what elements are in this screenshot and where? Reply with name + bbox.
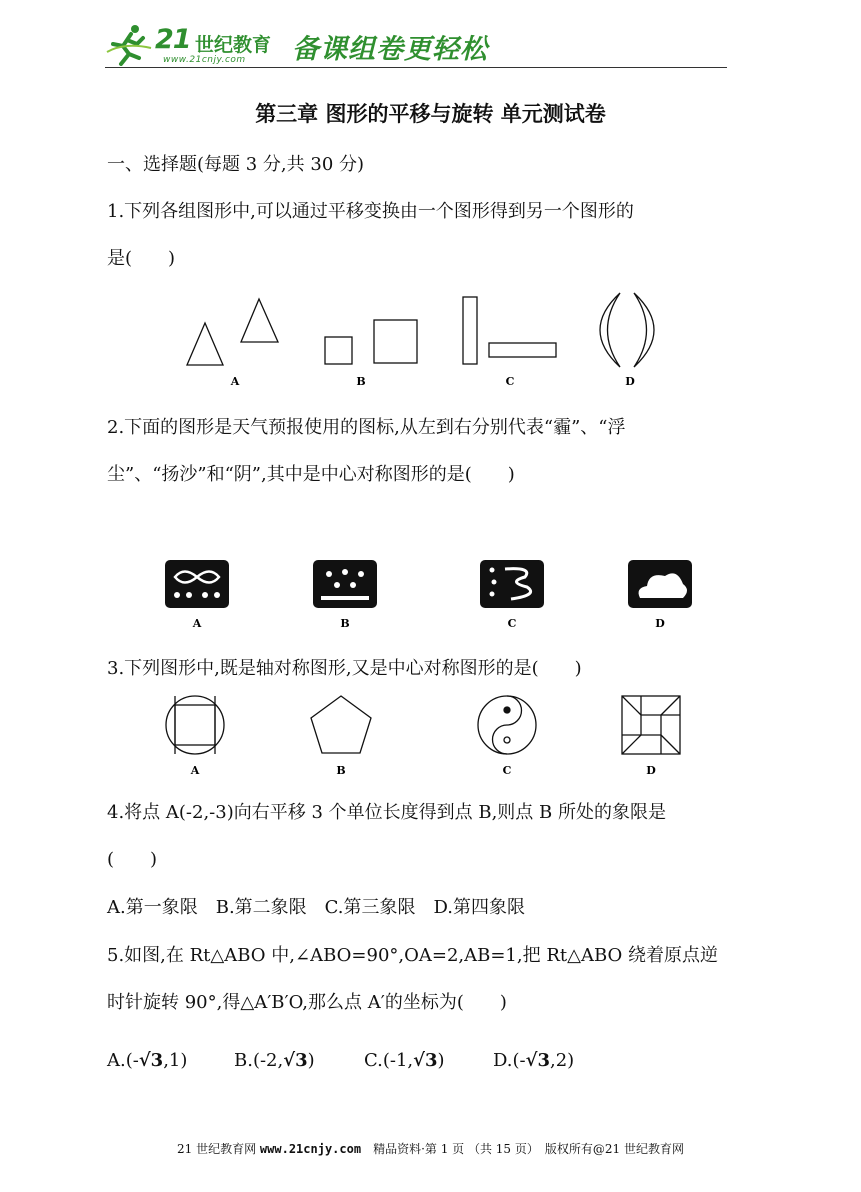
haze-weather-icon — [165, 560, 229, 608]
question-4-text-line1: 4.将点 A(-2,-3)向右平移 3 个单位长度得到点 B,则点 B 所处的象限是 — [107, 802, 666, 823]
footer-page-info: 精品资料·第 1 页 （共 15 页） 版权所有@21 世纪教育网 — [361, 1142, 684, 1156]
figure-label-a: A — [190, 764, 200, 777]
question-5-option-d: D.(-√3,2) — [493, 1050, 575, 1071]
floating-dust-weather-icon — [313, 560, 377, 608]
figure-label-c: C — [507, 617, 517, 630]
crescents-option-d — [600, 293, 654, 367]
page-footer — [0, 1140, 861, 1157]
question-1-text-line1: 1.下列各组图形中,可以通过平移变换由一个图形得到另一个图形的 — [107, 201, 634, 222]
runner-logo-icon — [105, 22, 155, 66]
page-header — [105, 22, 727, 70]
logo-number: 21 — [155, 24, 191, 55]
header-divider — [105, 67, 727, 68]
pinwheel-square-option-d — [622, 696, 680, 754]
question-4-options: A.第一象限 B.第二象限 C.第三象限 D.第四象限 — [107, 897, 526, 918]
figure-label-a: A — [230, 375, 240, 388]
section-heading: 一、选择题(每题 3 分,共 30 分) — [107, 154, 365, 175]
rectangles-option-c — [463, 297, 556, 364]
circle-with-square-option-a — [166, 696, 224, 754]
figure-label-c: C — [502, 764, 512, 777]
figure-label-d: D — [646, 764, 656, 777]
question-3-text-line1: 3.下列图形中,既是轴对称图形,又是中心对称图形的是( ) — [107, 658, 582, 679]
blowing-sand-weather-icon — [480, 560, 544, 608]
question-5-option-b: B.(-2,√3) — [234, 1050, 315, 1071]
yin-yang-option-c — [478, 696, 536, 754]
question-1-text-line2: 是( ) — [107, 248, 176, 269]
triangles-option-a — [187, 299, 278, 365]
question-5-text-line1: 5.如图,在 Rt△ABO 中,∠ABO=90°,OA=2,AB=1,把 Rt△ABO 绕着原点逆 — [107, 945, 718, 966]
squares-option-b — [325, 320, 417, 364]
question-4-text-line2: ( ) — [107, 849, 158, 870]
footer-url-link[interactable]: www.21cnjy.com — [259, 1142, 362, 1156]
logo-text: 世纪教育 — [195, 34, 272, 56]
question-1-figure — [180, 290, 680, 390]
figure-label-d: D — [625, 375, 635, 388]
question-5-option-a: A.(-√3,1) — [107, 1050, 188, 1071]
figure-label-c: C — [505, 375, 515, 388]
figure-label-d: D — [655, 617, 665, 630]
figure-label-b: B — [340, 617, 350, 630]
question-5-text-line2: 时针旋转 90°,得△A′B′O,那么点 A′的坐标为( ) — [107, 992, 507, 1013]
question-2-text-line1: 2.下面的图形是天气预报使用的图标,从左到右分别代表“霾”、“浮 — [107, 417, 626, 438]
question-2-text-line2: 尘”、“扬沙”和“阴”,其中是中心对称图形的是( ) — [107, 464, 515, 485]
figure-label-a: A — [192, 617, 202, 630]
overcast-weather-icon — [628, 560, 692, 608]
logo-url: www.21cnjy.com — [163, 55, 246, 65]
pentagon-option-b — [311, 696, 371, 753]
header-slogan: 备课组卷更轻松 — [292, 34, 488, 65]
question-2-figure — [155, 555, 705, 635]
footer-site-name: 21 世纪教育网 — [177, 1142, 260, 1156]
question-5-option-c: C.(-1,√3) — [364, 1050, 445, 1071]
question-3-figure — [155, 690, 705, 782]
figure-label-b: B — [336, 764, 346, 777]
figure-label-b: B — [356, 375, 366, 388]
page-title: 第三章 图形的平移与旋转 单元测试卷 — [255, 101, 606, 126]
